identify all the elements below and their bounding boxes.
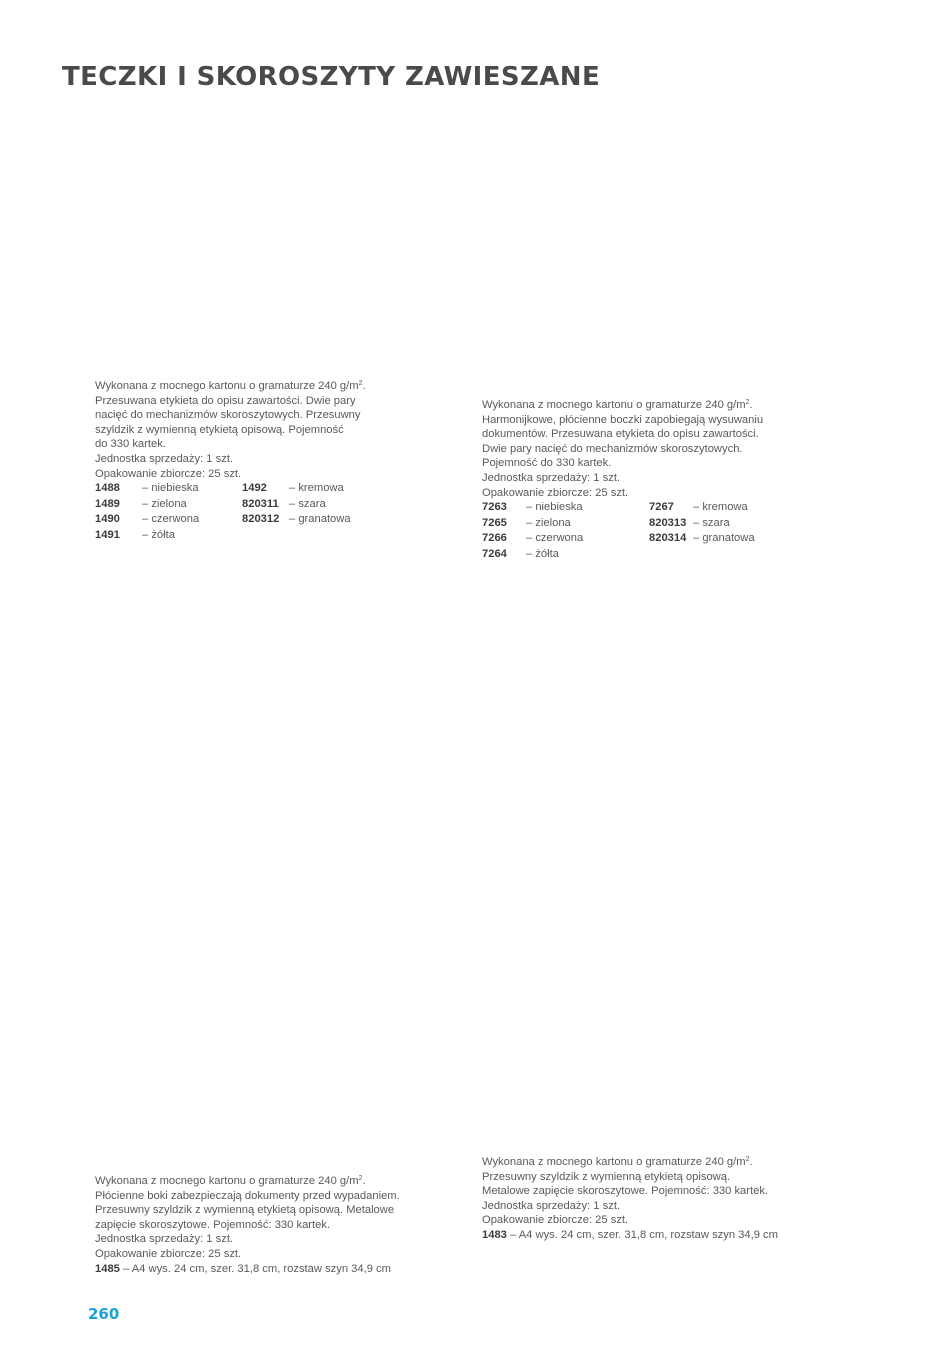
sales-unit: Jednostka sprzedaży: 1 szt. <box>95 1233 234 1246</box>
description-line: do 330 kartek. <box>95 438 166 451</box>
description-line: Wykonana z mocnego kartonu o gramaturze 240 $g/m^2$. <box>95 1175 366 1187</box>
variant-color: – czerwona <box>526 532 584 545</box>
superscript: 2 <box>358 380 363 387</box>
variant-list <box>95 481 395 543</box>
variant-code: 1490 <box>95 513 120 526</box>
description-line: Wykonana z mocnego kartonu o gramaturze 240 $g/m^2$. <box>482 399 753 411</box>
description-line: dokumentów. Przesuwana etykieta do opisu zawartości. <box>482 428 759 441</box>
product-code: 1485 <box>95 1262 120 1275</box>
sales-unit: Jednostka sprzedaży: 1 szt. <box>95 452 234 465</box>
page-title: TECZKI I SKOROSZYTY ZAWIESZANE <box>62 62 601 92</box>
variant-color: – szara <box>289 497 326 510</box>
product-spec <box>482 1228 812 1243</box>
variant-code: 7266 <box>482 532 507 545</box>
product-description-1488 <box>95 379 395 544</box>
variant-color: – niebieska <box>142 482 199 495</box>
bulk-packaging: Opakowanie zbiorcze: 25 szt. <box>482 486 629 499</box>
description-line: Metalowe zapięcie skoroszytowe. Pojemność: 330 kartek. <box>482 1185 769 1198</box>
variant-color: – zielona <box>142 497 187 510</box>
product-dimensions: – A4 wys. 24 cm, szer. 31,8 cm, rozstaw szyn 34,9 cm <box>506 1228 778 1241</box>
bulk-packaging: Opakowanie zbiorcze: 25 szt. <box>482 1214 629 1227</box>
variant-code: 1488 <box>95 482 120 495</box>
product-spec <box>95 1262 425 1277</box>
variant-code: 7267 <box>649 501 674 514</box>
description-line: Przesuwny szyldzik z wymienną etykietą opisową. <box>482 1170 731 1183</box>
variant-code <box>242 528 289 544</box>
variant-color <box>289 528 351 544</box>
variant-color: – zielona <box>526 516 571 529</box>
variant-color: – szara <box>693 516 730 529</box>
description-line: Wykonana z mocnego kartonu o gramaturze 240 $g/m^2$. <box>95 380 366 392</box>
product-description-7263 <box>482 398 802 563</box>
sales-unit: Jednostka sprzedaży: 1 szt. <box>482 471 621 484</box>
variant-code: 7265 <box>482 516 507 529</box>
variant-code: 7264 <box>482 547 507 560</box>
bulk-packaging: Opakowanie zbiorcze: 25 szt. <box>95 1247 242 1260</box>
variant-color: – niebieska <box>526 501 583 514</box>
variant-color <box>693 547 755 563</box>
description-line: Przesuwny szyldzik z wymienną etykietą opisową. Metalowe <box>95 1204 395 1217</box>
superscript: 2 <box>358 1175 363 1182</box>
variant-code: 820311 <box>242 497 279 510</box>
variant-code <box>649 547 693 563</box>
description-line: zapięcie skoroszytowe. Pojemność: 330 kartek. <box>95 1218 331 1231</box>
bulk-packaging: Opakowanie zbiorcze: 25 szt. <box>95 467 242 480</box>
variant-color: – granatowa <box>693 532 755 545</box>
variant-color: – kremowa <box>693 501 748 514</box>
product-dimensions: – A4 wys. 24 cm, szer. 31,8 cm, rozstaw szyn 34,9 cm <box>119 1262 391 1275</box>
variant-list <box>482 500 802 562</box>
product-description-1485 <box>95 1174 425 1276</box>
superscript: 2 <box>745 399 750 406</box>
page-number: 260 <box>88 1305 120 1323</box>
variant-color: – żółta <box>526 547 559 560</box>
variant-code: 1491 <box>95 528 120 541</box>
description-line: Przesuwana etykieta do opisu zawartości. Dwie pary <box>95 394 356 407</box>
variant-code: 1492 <box>242 482 267 495</box>
variant-color: – kremowa <box>289 482 344 495</box>
description-line: Pojemność do 330 kartek. <box>482 457 612 470</box>
variant-color: – czerwona <box>142 513 200 526</box>
description-line: Dwie pary nacięć do mechanizmów skoroszytowych. <box>482 442 743 455</box>
variant-code: 7263 <box>482 501 507 514</box>
variant-color: – żółta <box>142 528 175 541</box>
description-line: szyldzik z wymienną etykietą opisową. Pojemność <box>95 423 344 436</box>
variant-code: 820312 <box>242 513 280 526</box>
sales-unit: Jednostka sprzedaży: 1 szt. <box>482 1199 621 1212</box>
variant-code: 820314 <box>649 532 687 545</box>
description-line: Płócienne boki zabezpieczają dokumenty przed wypadaniem. <box>95 1189 400 1202</box>
superscript: 2 <box>745 1156 750 1163</box>
variant-code: 1489 <box>95 497 120 510</box>
product-description-1483 <box>482 1155 812 1243</box>
variant-color: – granatowa <box>289 513 351 526</box>
description-line: Harmonijkowe, płócienne boczki zapobiegają wysuwaniu <box>482 413 764 426</box>
description-line: nacięć do mechanizmów skoroszytowych. Przesuwny <box>95 409 361 422</box>
description-line: Wykonana z mocnego kartonu o gramaturze 240 $g/m^2$. <box>482 1156 753 1168</box>
variant-code: 820313 <box>649 516 687 529</box>
product-code: 1483 <box>482 1228 507 1241</box>
